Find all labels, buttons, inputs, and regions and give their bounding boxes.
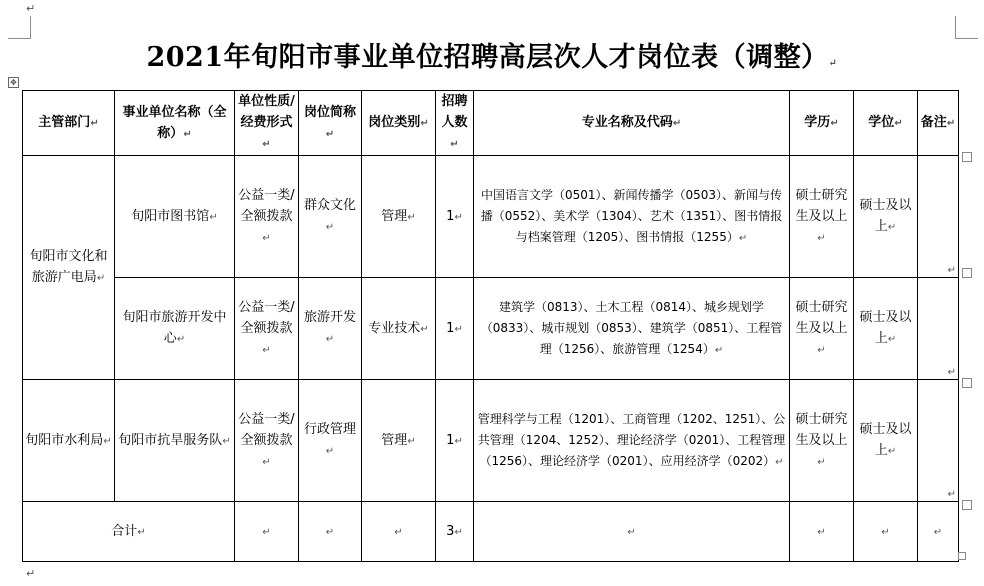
nature-cell: 公益一类/全额拨款↵	[235, 278, 299, 380]
remark-cell: ↵	[918, 156, 959, 278]
unit-cell: 旬阳市图书馆↵	[115, 156, 235, 278]
count-cell: 1↵	[436, 278, 474, 380]
header-post: 岗位简称↵	[299, 91, 362, 156]
degree-cell: 硕士及以上↵	[854, 278, 918, 380]
position-table	[22, 90, 959, 562]
title-text: 2021年旬阳市事业单位招聘高层次人才岗位表（调整）	[146, 42, 829, 73]
empty-cell: ↵	[474, 502, 790, 562]
nature-cell: 公益一类/全额拨款↵	[235, 156, 299, 278]
category-cell: 管理↵	[362, 380, 436, 502]
row-end-marker	[962, 378, 972, 388]
document-title	[0, 40, 984, 82]
paragraph-mark: ↵	[26, 567, 36, 580]
empty-cell: ↵	[918, 502, 959, 562]
empty-cell: ↵	[854, 502, 918, 562]
header-remark: 备注↵	[918, 91, 959, 156]
header-education: 学历↵	[790, 91, 854, 156]
majors-cell: 管理科学与工程（1201）、工商管理（1202、1251）、公共管理（1204、1252）、理论经济学（0201）、工程管理（1256）、理论经济学（0201）、应用经济学（0202）↵	[474, 380, 790, 502]
header-nature: 单位性质/经费形式↵	[235, 91, 299, 156]
education-cell: 硕士研究生及以上↵	[790, 380, 854, 502]
table-move-handle-icon[interactable]: ✥	[8, 77, 19, 88]
majors-cell: 建筑学（0813）、土木工程（0814）、城乡规划学（0833）、城市规划（0853）、建筑学（0851）、工程管理（1256）、旅游管理（1254）↵	[474, 278, 790, 380]
paragraph-mark: ↵	[828, 58, 838, 69]
empty-cell: ↵	[790, 502, 854, 562]
header-dept: 主管部门↵	[23, 91, 115, 156]
total-count-cell: 3↵	[436, 502, 474, 562]
total-label-cell: 合计↵	[23, 502, 235, 562]
table-row	[23, 156, 959, 278]
table-resize-handle-icon[interactable]	[958, 552, 966, 560]
remark-cell: ↵	[918, 380, 959, 502]
header-row	[23, 91, 959, 156]
row-end-marker	[962, 152, 972, 162]
table-row	[23, 278, 959, 380]
count-cell: 1↵	[436, 380, 474, 502]
crop-mark-top-right	[955, 16, 978, 39]
dept-cell: 旬阳市文化和旅游广电局↵	[23, 156, 115, 380]
dept-cell: 旬阳市水利局↵	[23, 380, 115, 502]
degree-cell: 硕士及以上↵	[854, 156, 918, 278]
count-cell: 1↵	[436, 156, 474, 278]
category-cell: 专业技术↵	[362, 278, 436, 380]
paragraph-mark: ↵	[26, 2, 36, 15]
education-cell: 硕士研究生及以上↵	[790, 156, 854, 278]
unit-cell: 旬阳市旅游开发中心↵	[115, 278, 235, 380]
row-end-marker	[962, 500, 972, 510]
empty-cell: ↵	[362, 502, 436, 562]
empty-cell: ↵	[299, 502, 362, 562]
nature-cell: 公益一类/全额拨款↵	[235, 380, 299, 502]
header-category: 岗位类别↵	[362, 91, 436, 156]
table-row	[23, 380, 959, 502]
post-cell: 行政管理↵	[299, 380, 362, 502]
degree-cell: 硕士及以上↵	[854, 380, 918, 502]
header-unit: 事业单位名称（全称）↵	[115, 91, 235, 156]
category-cell: 管理↵	[362, 156, 436, 278]
unit-cell: 旬阳市抗旱服务队↵	[115, 380, 235, 502]
total-row	[23, 502, 959, 562]
header-degree: 学位↵	[854, 91, 918, 156]
post-cell: 群众文化↵	[299, 156, 362, 278]
row-end-marker	[962, 268, 972, 278]
post-cell: 旅游开发↵	[299, 278, 362, 380]
header-count: 招聘人数↵	[436, 91, 474, 156]
remark-cell: ↵	[918, 278, 959, 380]
crop-mark-top-left	[8, 16, 31, 39]
empty-cell: ↵	[235, 502, 299, 562]
header-majors: 专业名称及代码↵	[474, 91, 790, 156]
majors-cell: 中国语言文学（0501）、新闻传播学（0503）、新闻与传播（0552）、美术学（1304）、艺术（1351）、图书情报与档案管理（1205）、图书情报（1255）↵	[474, 156, 790, 278]
education-cell: 硕士研究生及以上↵	[790, 278, 854, 380]
